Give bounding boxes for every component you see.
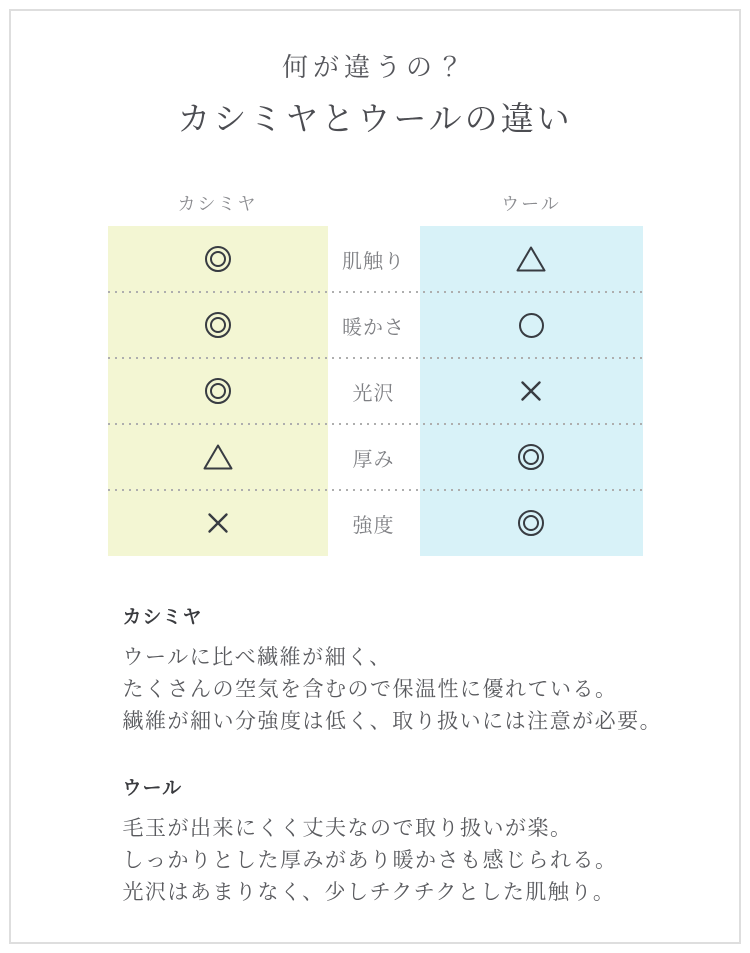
table-row-kotaku (108, 358, 643, 424)
row-label: 暖かさ (342, 314, 405, 339)
page-subtitle: 何が違うの？ (281, 53, 468, 83)
description-heading: カシミヤ (122, 606, 203, 628)
rating-symbol-wool (520, 380, 542, 402)
row-label-cell (328, 292, 420, 358)
page-title: カシミヤとウールの違い (177, 99, 573, 138)
description-line: 毛玉が出来にくく丈夫なので取り扱いが楽。 (122, 816, 573, 840)
rating-symbol-wool (518, 312, 545, 339)
description-line: 光沢はあまりなく、少しチクチクとした肌触り。 (122, 880, 616, 904)
rating-symbol-cashmere (202, 443, 234, 471)
rating-symbol-cashmere (204, 311, 232, 339)
table-row-atsumi (108, 424, 643, 490)
description-heading: ウール (122, 777, 183, 799)
wool-cell (420, 424, 643, 490)
description-line: 繊維が細い分強度は低く、取り扱いには注意が必要。 (122, 709, 663, 733)
row-label-cell (328, 424, 420, 490)
rating-symbol-cashmere (204, 245, 232, 273)
row-label: 肌触り (342, 248, 405, 273)
table-row-hadazawari (108, 226, 643, 292)
row-label: 強度 (352, 512, 395, 537)
column-headers (108, 192, 643, 217)
table-rows (108, 226, 643, 556)
row-label: 厚み (352, 446, 395, 471)
cashmere-cell (108, 292, 328, 358)
rating-symbol-wool (517, 509, 545, 537)
wool-cell (420, 226, 643, 292)
cashmere-cell (108, 424, 328, 490)
table-row-atatakasa (108, 292, 643, 358)
column-header-spacer (328, 192, 420, 217)
comparison-table (108, 192, 643, 556)
row-label: 光沢 (352, 380, 395, 405)
description-wool (123, 773, 643, 908)
rating-symbol-cashmere (207, 512, 229, 534)
rating-symbol-cashmere (204, 377, 232, 405)
cashmere-cell (108, 226, 328, 292)
table-row-kyodo (108, 490, 643, 556)
column-header-cashmere: カシミヤ (177, 194, 258, 215)
cashmere-cell (108, 490, 328, 556)
wool-cell (420, 358, 643, 424)
row-label-cell (328, 490, 420, 556)
wool-cell (420, 292, 643, 358)
rating-symbol-wool (517, 443, 545, 471)
cashmere-cell (108, 358, 328, 424)
description-cashmere (122, 602, 663, 737)
description-line: しっかりとした厚みがあり暖かさも感じられる。 (122, 848, 618, 872)
descriptions-section (108, 602, 663, 908)
wool-cell (420, 490, 643, 556)
header (0, 0, 750, 142)
column-header-wool: ウール (501, 194, 561, 215)
row-label-cell (328, 358, 420, 424)
description-line: ウールに比べ繊維が細く、 (122, 645, 392, 669)
description-line: たくさんの空気を含むので保温性に優れている。 (122, 677, 618, 701)
row-label-cell (328, 226, 420, 292)
rating-symbol-wool (515, 245, 547, 273)
